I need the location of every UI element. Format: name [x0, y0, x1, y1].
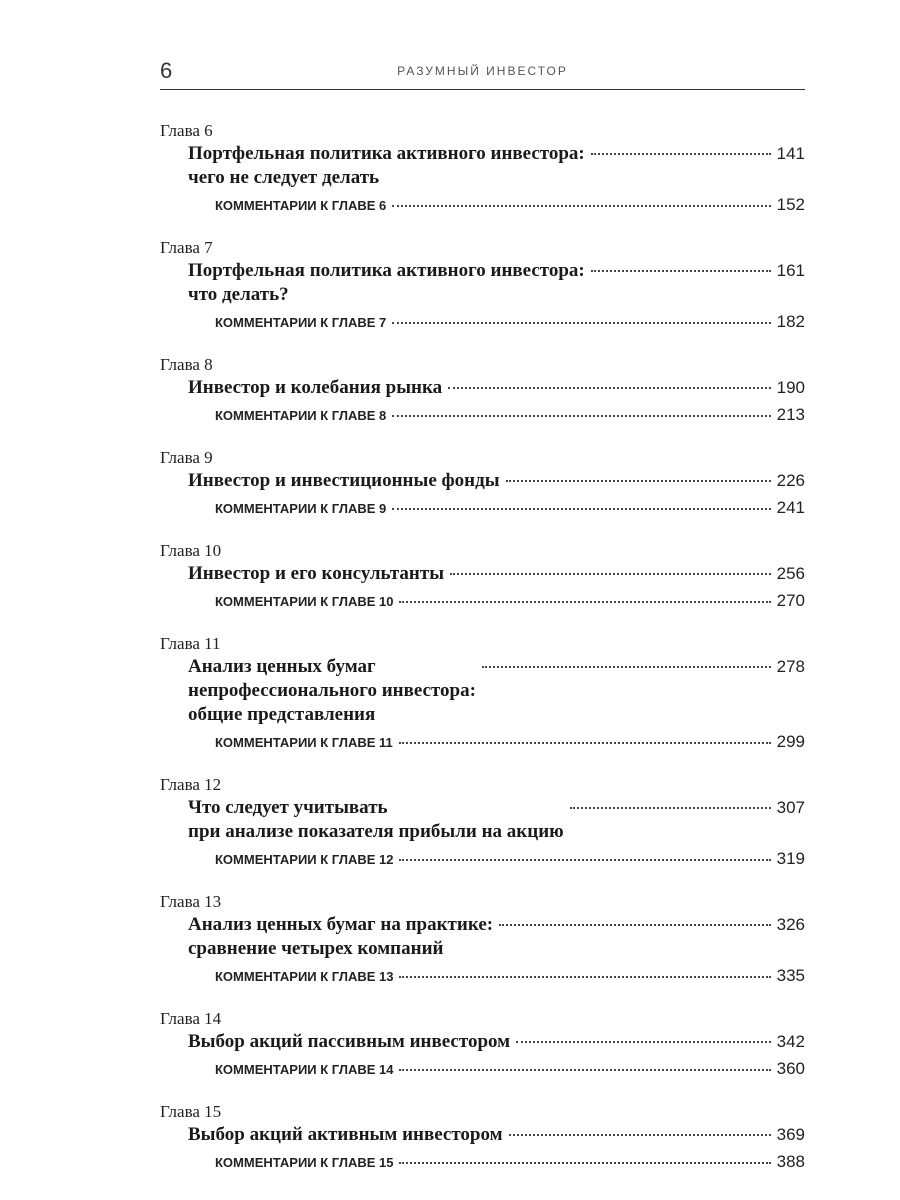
toc-chapter — [160, 633, 805, 754]
page-number: 6 — [160, 58, 173, 83]
chapter-title-line: Выбор акций пассивным инвестором — [188, 1031, 511, 1052]
chapter-label: Глава 14 — [160, 1009, 222, 1028]
commentary-label: КОММЕНТАРИИ К ГЛАВЕ 8 — [215, 408, 387, 423]
chapter-title-line: Выбор акций активным инвестором — [188, 1124, 503, 1145]
commentary-label: КОММЕНТАРИИ К ГЛАВЕ 7 — [215, 315, 387, 330]
chapter-page-number: 226 — [776, 471, 805, 490]
dot-leader — [591, 270, 771, 272]
chapter-title — [188, 796, 564, 844]
toc-chapter — [160, 540, 805, 613]
dot-leader — [499, 924, 771, 926]
dot-leader — [399, 601, 770, 603]
commentary-label: КОММЕНТАРИИ К ГЛАВЕ 10 — [215, 594, 394, 609]
chapter-title-entry[interactable] — [160, 469, 805, 493]
chapter-title-line: Анализ ценных бумаг — [188, 656, 376, 677]
commentary-page-number: 299 — [776, 732, 805, 751]
toc-chapter — [160, 447, 805, 520]
toc-chapter — [160, 891, 805, 988]
commentary-entry[interactable] — [160, 965, 805, 988]
chapter-title — [188, 1030, 510, 1054]
toc-chapter — [160, 237, 805, 334]
dot-leader — [450, 573, 771, 575]
commentary-label: КОММЕНТАРИИ К ГЛАВЕ 13 — [215, 969, 394, 984]
chapter-title-line: Инвестор и колебания рынка — [188, 377, 443, 398]
chapter-label: Глава 13 — [160, 892, 222, 911]
chapter-title-entry[interactable] — [160, 1030, 805, 1054]
chapter-label: Глава 10 — [160, 541, 222, 560]
commentary-page-number: 360 — [776, 1059, 805, 1078]
dot-leader — [399, 1162, 770, 1164]
chapter-title-line: Портфельная политика активного инвестора: — [188, 143, 585, 164]
chapter-title — [188, 376, 442, 400]
commentary-page-number: 270 — [776, 591, 805, 610]
commentary-entry[interactable] — [160, 194, 805, 217]
chapter-title-entry[interactable] — [160, 1123, 805, 1147]
commentary-entry[interactable] — [160, 1058, 805, 1081]
chapter-page-number: 190 — [776, 378, 805, 397]
commentary-entry[interactable] — [160, 497, 805, 520]
chapter-page-number: 161 — [776, 261, 805, 280]
dot-leader — [399, 1069, 770, 1071]
chapter-title — [188, 469, 500, 493]
toc-chapter — [160, 774, 805, 871]
chapter-title-line: общие представления — [188, 704, 376, 725]
chapter-label: Глава 12 — [160, 775, 222, 794]
chapter-title-entry[interactable] — [160, 655, 805, 727]
dot-leader — [482, 666, 771, 668]
commentary-entry[interactable] — [160, 590, 805, 613]
chapter-title — [188, 142, 585, 190]
chapter-title-line: непрофессионального инвестора: — [188, 680, 476, 701]
dot-leader — [591, 153, 771, 155]
commentary-label: КОММЕНТАРИИ К ГЛАВЕ 12 — [215, 852, 394, 867]
page-header — [160, 58, 805, 90]
chapter-title-entry[interactable] — [160, 562, 805, 586]
chapter-title-line: чего не следует делать — [188, 167, 380, 188]
dot-leader — [392, 508, 770, 510]
toc-chapter — [160, 1101, 805, 1174]
dot-leader — [506, 480, 771, 482]
commentary-page-number: 319 — [776, 849, 805, 868]
chapter-title — [188, 562, 444, 586]
chapter-label: Глава 8 — [160, 355, 213, 374]
chapter-page-number: 141 — [776, 144, 805, 163]
commentary-entry[interactable] — [160, 311, 805, 334]
commentary-page-number: 335 — [776, 966, 805, 985]
dot-leader — [399, 742, 771, 744]
dot-leader — [392, 322, 770, 324]
commentary-label: КОММЕНТАРИИ К ГЛАВЕ 14 — [215, 1062, 394, 1077]
chapter-label: Глава 6 — [160, 121, 213, 140]
commentary-page-number: 213 — [776, 405, 805, 424]
running-title: РАЗУМНЫЙ ИНВЕСТОР — [397, 64, 568, 78]
toc-chapter — [160, 120, 805, 217]
dot-leader — [448, 387, 770, 389]
chapter-title-line: Инвестор и его консультанты — [188, 563, 445, 584]
chapter-page-number: 278 — [776, 657, 805, 676]
chapter-title-entry[interactable] — [160, 796, 805, 844]
dot-leader — [399, 859, 770, 861]
chapter-label: Глава 7 — [160, 238, 213, 257]
dot-leader — [509, 1134, 771, 1136]
header-divider — [160, 89, 805, 90]
dot-leader — [516, 1041, 771, 1043]
chapter-title — [188, 655, 476, 727]
commentary-page-number: 241 — [776, 498, 805, 517]
commentary-entry[interactable] — [160, 848, 805, 871]
chapter-title — [188, 1123, 503, 1147]
chapter-title-entry[interactable] — [160, 913, 805, 961]
commentary-label: КОММЕНТАРИИ К ГЛАВЕ 15 — [215, 1155, 394, 1170]
commentary-entry[interactable] — [160, 1151, 805, 1174]
dot-leader — [392, 415, 770, 417]
chapter-label: Глава 15 — [160, 1102, 222, 1121]
chapter-page-number: 256 — [776, 564, 805, 583]
chapter-title-entry[interactable] — [160, 142, 805, 190]
chapter-page-number: 342 — [776, 1032, 805, 1051]
chapter-title-line: Анализ ценных бумаг на практике: — [188, 914, 494, 935]
chapter-title-line: Портфельная политика активного инвестора: — [188, 260, 585, 281]
chapter-title-line: что делать? — [188, 284, 289, 305]
chapter-label: Глава 11 — [160, 634, 221, 653]
dot-leader — [392, 205, 770, 207]
commentary-entry[interactable] — [160, 404, 805, 427]
chapter-title — [188, 913, 493, 961]
commentary-entry[interactable] — [160, 731, 805, 754]
chapter-label: Глава 9 — [160, 448, 213, 467]
dot-leader — [570, 807, 771, 809]
chapter-title-line: Инвестор и инвестиционные фонды — [188, 470, 500, 491]
chapter-page-number: 307 — [776, 798, 805, 817]
commentary-label: КОММЕНТАРИИ К ГЛАВЕ 6 — [215, 198, 387, 213]
chapter-title — [188, 259, 585, 307]
commentary-page-number: 182 — [776, 312, 805, 331]
chapter-title-line: при анализе показателя прибыли на акцию — [188, 821, 564, 842]
commentary-label: КОММЕНТАРИИ К ГЛАВЕ 9 — [215, 501, 387, 516]
commentary-label: КОММЕНТАРИИ К ГЛАВЕ 11 — [215, 735, 393, 750]
chapter-title-entry[interactable] — [160, 376, 805, 400]
commentary-page-number: 388 — [776, 1152, 805, 1171]
chapter-page-number: 326 — [776, 915, 805, 934]
chapter-title-line: сравнение четырех компаний — [188, 938, 444, 959]
commentary-page-number: 152 — [776, 195, 805, 214]
chapter-page-number: 369 — [776, 1125, 805, 1144]
dot-leader — [399, 976, 770, 978]
table-of-contents — [160, 120, 805, 1194]
chapter-title-line: Что следует учитывать — [188, 797, 388, 818]
chapter-title-entry[interactable] — [160, 259, 805, 307]
toc-chapter — [160, 354, 805, 427]
toc-chapter — [160, 1008, 805, 1081]
